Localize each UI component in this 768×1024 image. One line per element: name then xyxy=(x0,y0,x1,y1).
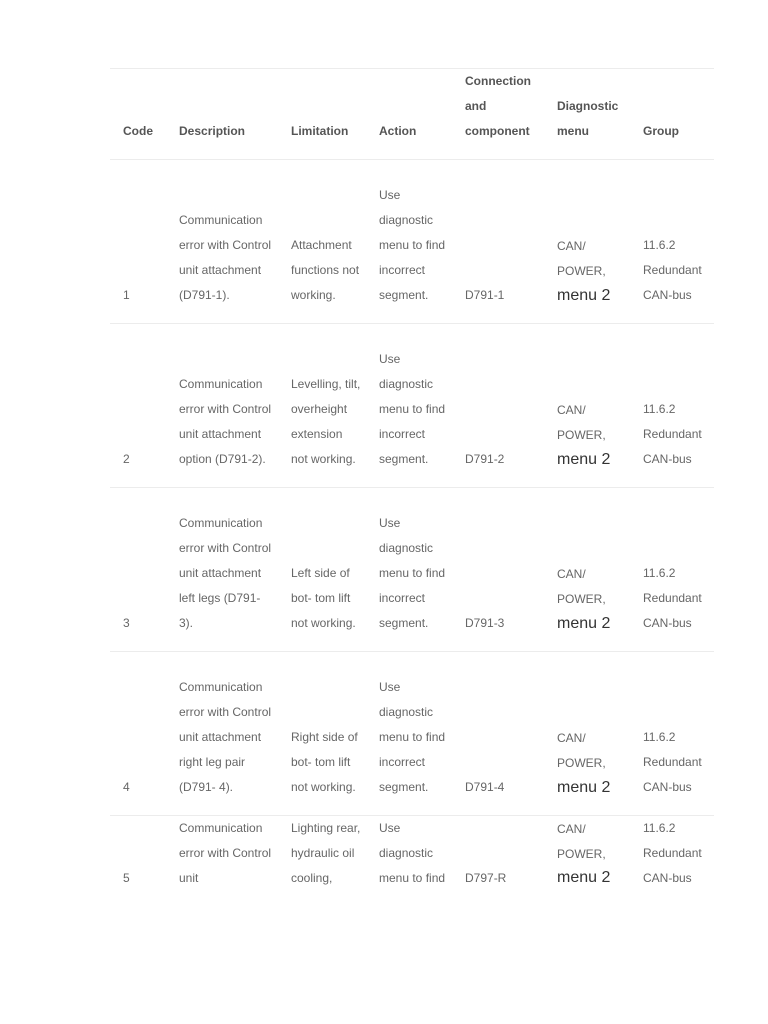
cell-group: 11.6.2 Redundant CAN-bus xyxy=(643,820,702,886)
cell-connection: D791-4 xyxy=(452,651,544,815)
cell-action: Use diagnostic menu to find incorrect segment. xyxy=(366,487,452,651)
cell-action: Use diagnostic menu to find xyxy=(379,820,446,886)
cell-code: 1 xyxy=(110,159,166,323)
table-row xyxy=(110,651,714,815)
header-code: Code xyxy=(110,69,166,160)
header-group: Group xyxy=(630,69,714,160)
cell-code: 2 xyxy=(110,323,166,487)
cell-description: Communication error with Control unit attachment right leg pair (D791- 4). xyxy=(166,651,278,815)
cell-limitation: Lighting rear, hydraulic oil cooling, xyxy=(291,820,361,886)
cell-code: 5 xyxy=(123,871,130,886)
header-connection: Connection and component xyxy=(452,69,544,160)
cell-group: 11.6.2 Redundant CAN-bus xyxy=(630,651,714,815)
table-row xyxy=(110,159,714,323)
table-row xyxy=(110,323,714,487)
cell-action: Use diagnostic menu to find incorrect segment. xyxy=(366,651,452,815)
cell-action: Use diagnostic menu to find incorrect segment. xyxy=(366,323,452,487)
header-limitation: Limitation xyxy=(278,69,366,160)
cell-diagnostic xyxy=(544,815,630,905)
diagnostic-menu: menu 2 xyxy=(557,778,611,796)
diagnostic-menu: menu 2 xyxy=(557,869,611,887)
cell-diagnostic xyxy=(544,323,630,487)
header-row xyxy=(110,69,714,160)
table-body xyxy=(110,159,714,905)
cell-connection: D797-R xyxy=(465,871,507,886)
cell-diagnostic xyxy=(544,159,630,323)
diagnostic-menu: menu 2 xyxy=(557,450,611,468)
table-row xyxy=(110,487,714,651)
fault-code-table xyxy=(110,68,714,905)
cell-group: 11.6.2 Redundant CAN-bus xyxy=(630,487,714,651)
header-action: Action xyxy=(366,69,452,160)
diagnostic-menu: menu 2 xyxy=(557,614,611,632)
cell-connection: D791-3 xyxy=(452,487,544,651)
cell-connection: D791-2 xyxy=(452,323,544,487)
cell-diagnostic xyxy=(544,651,630,815)
diagnostic-prefix: CAN/ POWER, xyxy=(557,821,606,862)
cell-diagnostic xyxy=(544,487,630,651)
table-header xyxy=(110,69,714,160)
cell-limitation: Attachment functions not working. xyxy=(278,159,366,323)
cell-group: 11.6.2 Redundant CAN-bus xyxy=(630,323,714,487)
header-diagnostic: Diagnostic menu xyxy=(544,69,630,160)
diagnostic-prefix: CAN/ POWER, xyxy=(557,731,606,771)
cell-connection: D791-1 xyxy=(452,159,544,323)
cell-limitation: Right side of bot- tom lift not working. xyxy=(278,651,366,815)
cell-description: Communication error with Control unit xyxy=(179,820,272,886)
cell-action: Use diagnostic menu to find incorrect segment. xyxy=(366,159,452,323)
cell-description: Communication error with Control unit attachment (D791-1). xyxy=(166,159,278,323)
cell-code: 4 xyxy=(110,651,166,815)
table-row xyxy=(110,815,714,905)
header-description: Description xyxy=(166,69,278,160)
diagnostic-prefix: CAN/ POWER, xyxy=(557,239,606,279)
diagnostic-prefix: CAN/ POWER, xyxy=(557,567,606,607)
cell-group: 11.6.2 Redundant CAN-bus xyxy=(630,159,714,323)
cell-limitation: Left side of bot- tom lift not working. xyxy=(278,487,366,651)
cell-description: Communication error with Control unit attachment option (D791-2). xyxy=(166,323,278,487)
diagnostic-prefix: CAN/ POWER, xyxy=(557,403,606,443)
diagnostic-menu: menu 2 xyxy=(557,286,611,304)
cell-description: Communication error with Control unit attachment left legs (D791-3). xyxy=(166,487,278,651)
cell-limitation: Levelling, tilt, overheight extension not working. xyxy=(278,323,366,487)
cell-code: 3 xyxy=(110,487,166,651)
